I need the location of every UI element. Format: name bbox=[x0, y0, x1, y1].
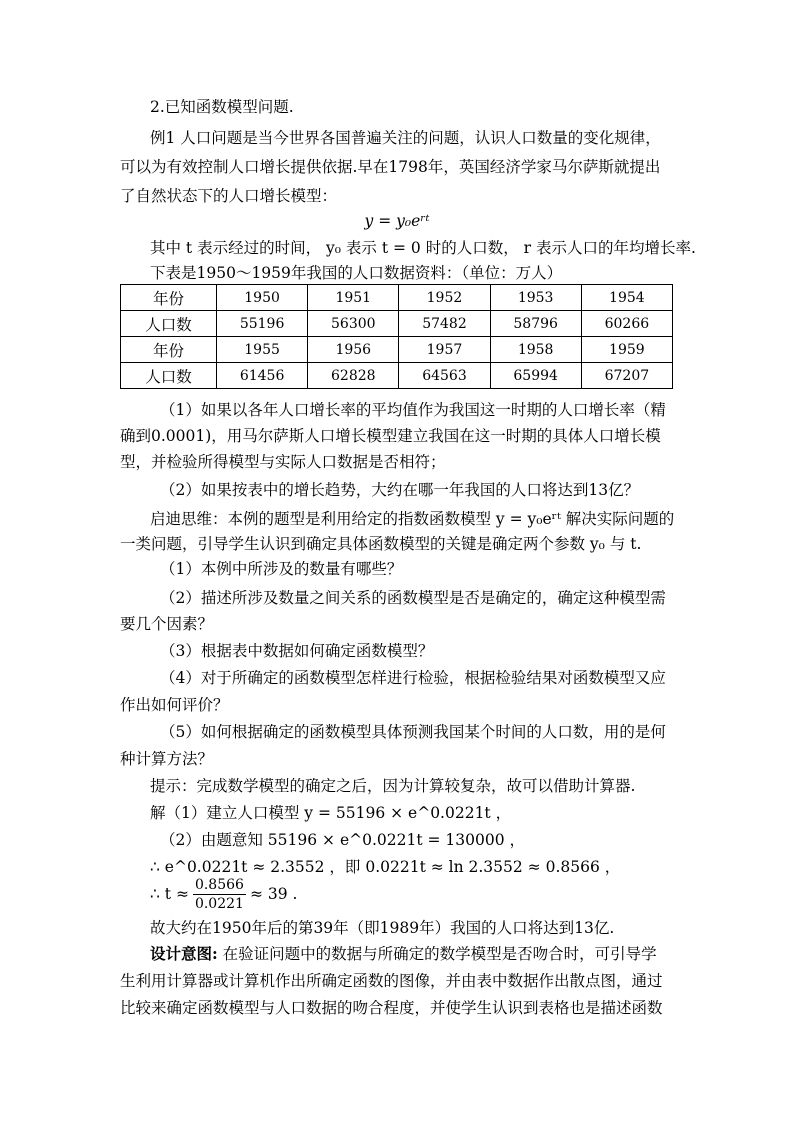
sub-question-5-line-2: 种计算方法？ bbox=[120, 750, 214, 768]
design-line-1 bbox=[150, 944, 710, 964]
hint-line-1: 启迪思维：本例的题型是利用给定的指数函数模型 y = y₀eʳᵗ 解决实际问题的 bbox=[150, 510, 675, 528]
table-cell: 1954 bbox=[581, 285, 672, 311]
fraction bbox=[193, 876, 246, 913]
table-row bbox=[121, 337, 673, 363]
table-cell: 67207 bbox=[581, 363, 672, 389]
model-formula: y = y₀eʳᵗ bbox=[364, 212, 430, 230]
design-label: 设计意图: bbox=[150, 944, 218, 963]
intro-line-2: 可以为有效控制人口增长提供依据.早在1798年，英国经济学家马尔萨斯就提出 bbox=[120, 158, 661, 176]
table-row bbox=[121, 311, 673, 337]
table-cell: 1953 bbox=[490, 285, 581, 311]
population-header: 人口数 bbox=[121, 363, 217, 389]
year-header: 年份 bbox=[121, 285, 217, 311]
table-row bbox=[121, 363, 673, 389]
table-cell: 65994 bbox=[490, 363, 581, 389]
year-header: 年份 bbox=[121, 337, 217, 363]
table-cell: 1955 bbox=[217, 337, 308, 363]
table-cell: 57482 bbox=[399, 311, 490, 337]
tip-line: 提示：完成数学模型的确定之后，因为计算较复杂，故可以借助计算器. bbox=[150, 777, 636, 795]
table-cell: 61456 bbox=[217, 363, 308, 389]
table-cell: 58796 bbox=[490, 311, 581, 337]
population-table bbox=[120, 284, 673, 389]
sub-question-4-line-2: 作出如何评价？ bbox=[120, 696, 229, 714]
sub-question-5-line-1: （5）如何根据确定的函数模型具体预测我国某个时间的人口数，用的是何 bbox=[160, 723, 666, 741]
solution-line-4-suffix: ≈ 39 . bbox=[249, 885, 298, 903]
table-cell: 1952 bbox=[399, 285, 490, 311]
table-cell: 1958 bbox=[490, 337, 581, 363]
table-cell: 55196 bbox=[217, 311, 308, 337]
solution-line-3: ∴ e^0.0221t ≈ 2.3552 ，即 0.0221t ≈ ln 2.3552 ≈ 0.8566 ， bbox=[150, 858, 621, 876]
intro-line-3: 了自然状态下的人口增长模型： bbox=[120, 187, 338, 205]
design-text: 在验证问题中的数据与所确定的数学模型是否吻合时，可引导学 bbox=[222, 945, 657, 963]
section-title: 2.已知函数模型问题. bbox=[150, 98, 294, 116]
sub-question-1: （1）本例中所涉及的数量有哪些？ bbox=[160, 560, 403, 578]
explanation-line: 其中 t 表示经过的时间， y₀ 表示 t = 0 时的人口数， r 表示人口的年均增长率. bbox=[150, 239, 696, 257]
design-line-3: 比较来确定函数模型与人口数据的吻合程度，并使学生认识到表格也是描述函数 bbox=[120, 999, 663, 1017]
conclusion-line: 故大约在1950年后的第39年（即1989年）我国的人口将达到13亿. bbox=[150, 919, 615, 937]
solution-line-2: （2）由题意知 55196 × e^0.0221t = 130000 ， bbox=[160, 831, 525, 849]
sub-question-4-line-1: （4）对于所确定的函数模型怎样进行检验，根据检验结果对函数模型又应 bbox=[160, 669, 666, 687]
question-1-line-3: 型，并检验所得模型与实际人口数据是否相符； bbox=[120, 453, 446, 471]
table-cell: 56300 bbox=[308, 311, 399, 337]
sub-question-2-line-2: 要几个因素？ bbox=[120, 615, 214, 633]
population-header: 人口数 bbox=[121, 311, 217, 337]
table-cell: 1951 bbox=[308, 285, 399, 311]
table-cell: 1959 bbox=[581, 337, 672, 363]
fraction-denominator: 0.0221 bbox=[194, 895, 244, 912]
fraction-numerator: 0.8566 bbox=[194, 876, 244, 893]
table-cell: 1957 bbox=[399, 337, 490, 363]
solution-line-4-prefix: ∴ t ≈ bbox=[150, 885, 189, 903]
table-cell: 60266 bbox=[581, 311, 672, 337]
solution-line-4 bbox=[150, 874, 710, 914]
question-1-line-1: （1）如果以各年人口增长率的平均值作为我国这一时期的人口增长率（精 bbox=[160, 401, 666, 419]
table-row bbox=[121, 285, 673, 311]
table-cell: 1956 bbox=[308, 337, 399, 363]
hint-line-2: 一类问题，引导学生认识到确定具体函数模型的关键是确定两个参数 y₀ 与 t. bbox=[120, 535, 642, 553]
question-1-line-2: 确到0.0001)，用马尔萨斯人口增长模型建立我国在这一时期的具体人口增长模 bbox=[120, 427, 661, 445]
table-cell: 62828 bbox=[308, 363, 399, 389]
sub-question-3: （3）根据表中数据如何确定函数模型？ bbox=[160, 642, 434, 660]
table-caption: 下表是1950～1959年我国的人口数据资料：（单位：万人） bbox=[150, 264, 563, 282]
intro-line-1: 例1 人口问题是当今世界各国普遍关注的问题，认识人口数量的变化规律， bbox=[150, 129, 661, 147]
solution-line-1: 解（1）建立人口模型 y = 55196 × e^0.0221t ， bbox=[150, 804, 512, 822]
question-2: （2）如果按表中的增长趋势，大约在哪一年我国的人口将达到13亿？ bbox=[160, 481, 640, 499]
sub-question-2-line-1: （2）描述所涉及数量之间关系的函数模型是否是确定的，确定这种模型需 bbox=[160, 589, 666, 607]
table-cell: 1950 bbox=[217, 285, 308, 311]
design-line-2: 生利用计算器或计算机作出所确定函数的图像，并由表中数据作出散点图，通过 bbox=[120, 972, 663, 990]
table-cell: 64563 bbox=[399, 363, 490, 389]
